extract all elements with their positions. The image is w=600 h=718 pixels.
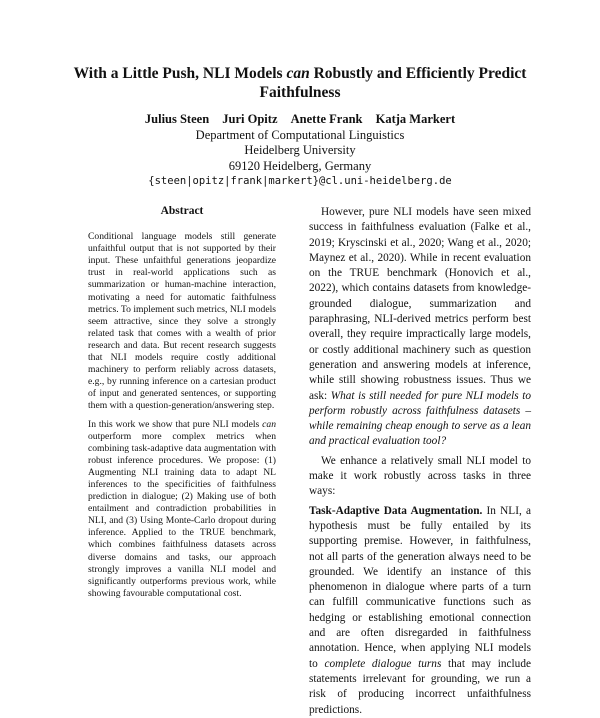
- author-city: 69120 Heidelberg, Germany: [228, 158, 372, 173]
- intro-p3-text-2: that may include statements irrelevant for grounding, we run a risk of producing incorrect unfaithfulness predictions.: [309, 657, 531, 716]
- author-email: {steen|opitz|frank|markert}@cl.uni-heidelberg.de: [148, 175, 452, 187]
- author-name: Katja Markert: [375, 112, 456, 126]
- intro-p1-italic: What is still needed for pure NLI models to perform robustly across faithfulness datasets – while remaining cheap enough to serve as a lean and practical evaluation tool?: [309, 389, 531, 448]
- title-italic: can: [286, 65, 310, 82]
- intro-paragraph-2: We enhance a relatively small NLI model to make it work robustly across tasks in three ways:: [309, 454, 531, 498]
- title-part-1: With a Little Push, NLI Models: [73, 65, 287, 82]
- author-name: Anette Frank: [290, 112, 363, 126]
- author-name: Juri Opitz: [222, 112, 278, 126]
- abstract-p2-text-1: In this work we show that pure NLI models: [88, 418, 263, 430]
- abstract-p2-italic: can: [262, 418, 276, 430]
- author-block: [60, 112, 540, 190]
- intro-paragraph-1: [309, 205, 531, 450]
- author-name: Julius Steen: [144, 112, 210, 126]
- right-column: [309, 205, 531, 716]
- intro-p1-text: However, pure NLI models have seen mixed success in faithfulness evaluation (Falke et al., 2019; Kryscinski et al., 2020; Wang et al., 2020; Maynez et al., 2020). While in recent evaluation on the TRUE benchmark (Honovich et al., 2022), which contains datasets from knowledge-grounded dialogue, summarization and paraphrasing, NLI-derived metrics perform best overall, they require impractically large models, or costly additional machinery such as question generation and answering models at inference, while still showing robustness issues. Thus we ask:: [309, 206, 531, 402]
- paper-title: [60, 64, 540, 102]
- intro-p3-italic: complete dialogue turns: [324, 657, 442, 670]
- abstract-heading: Abstract: [160, 205, 204, 217]
- left-column: [88, 205, 276, 600]
- section-run-in-heading: Task-Adaptive Data Augmentation.: [309, 504, 483, 517]
- title-part-2: Robustly and Efficiently Predict Faithfulness: [259, 65, 527, 101]
- intro-p3-text-1: In NLI, a hypothesis must be fully entailed by its supporting premise. However, in faithfulness, not all parts of the generation always need to be grounded. We identify an instance of this phenomenon in dialogue where parts of a turn can fulfill communicative functions such as hedging or establishing emotional connection and are often disregarded in faithfulness annotation. Hence, when applying NLI models to: [309, 504, 531, 670]
- author-department: Department of Computational Linguistics: [195, 127, 405, 142]
- author-university: Heidelberg University: [244, 143, 356, 157]
- abstract-paragraph-2: [88, 419, 276, 600]
- abstract-paragraph-1: Conditional language models still generate unfaithful output that is not supported by their input. These unfaithful generations jeopardize trust in real-world applications such as summarization or human-machine interaction, motivating a need for automatic faithfulness metrics. To implement such metrics, NLI models seem attractive, since they solve a strongly related task that comes with a wealth of prior research and data. But recent research suggests that NLI models require costly additional machinery to perform reliably across datasets, e.g., by running inference on a cartesian product of input and generated sentences, or supporting them with a question-generation/answering step.: [88, 231, 276, 412]
- author-names: [60, 112, 540, 128]
- abstract-p2-text-2: outperform more complex metrics when combining task-adaptive data augmentation with robust inference procedures. We propose: (1) Augmenting NLI training data to adapt NL inferences to the specificities of faithfulness prediction in dialogue; (2) Making use of both entailment and contradiction probabilities in NLI, and (3) Using Monte-Carlo dropout during inference. Applied to the TRUE benchmark, which combines faithfulness datasets across diverse domains and tasks, our approach strongly improves a vanilla NLI model and significantly outperforms previous work, while showing favourable computational cost.: [88, 430, 276, 599]
- intro-paragraph-3: [309, 504, 531, 718]
